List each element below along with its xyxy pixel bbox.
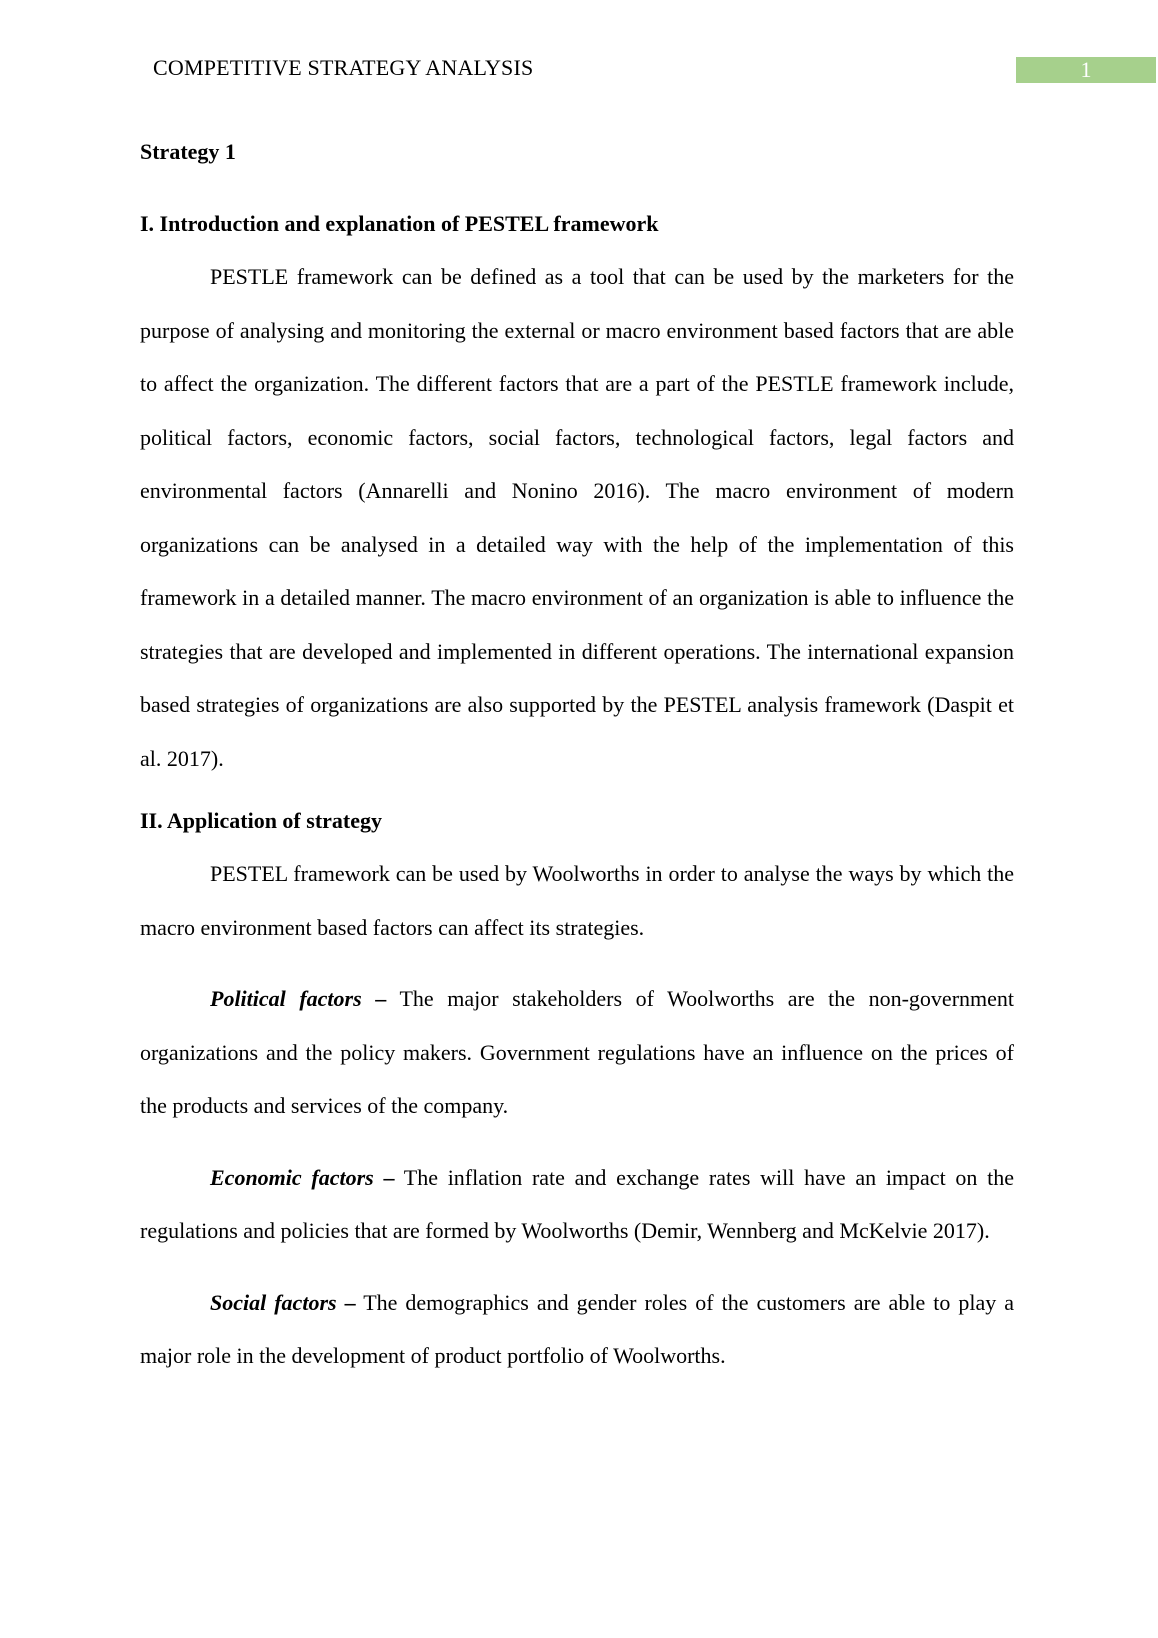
strategy-title: Strategy 1: [140, 139, 236, 164]
social-factors-text: The demographics and gender roles of the customers are able to play a major role in the development of product portfolio of Woolworths.: [140, 1289, 1014, 1368]
political-factors-label: Political factors: [210, 986, 362, 1011]
economic-factors-dash: –: [383, 1164, 395, 1190]
political-factors-text: The major stakeholders of Woolworths are the non-government organizations and the policy makers. Government regulations have an influence on the prices of the products and services of the company.: [140, 986, 1015, 1118]
social-factors-label: Social factors: [210, 1289, 337, 1315]
social-factors-paragraph: [140, 1276, 1014, 1383]
document-body: [140, 134, 1014, 1383]
political-factors-paragraph: [140, 972, 1014, 1133]
section-1-paragraph: PESTLE framework can be defined as a tool that can be used by the marketers for the purpose of analysing and monitoring the external or macro environment based factors that are able to affect the organization. The different factors that are a part of the PESTLE framework include, political factors, economic factors, social factors, technological factors, legal factors and environmental factors (Annarelli and Nonino 2016). The macro environment of modern organizations can be analysed in a detailed way with the help of the implementation of this framework in a detailed manner. The macro environment of an organization is able to influence the strategies that are developed and implemented in different operations. The international expansion based strategies of organizations are also supported by the PESTEL analysis framework (Daspit et al. 2017).: [140, 264, 1014, 771]
political-factors-dash: –: [375, 986, 387, 1011]
section-1-heading: I. Introduction and explanation of PESTEL framework: [140, 211, 659, 236]
social-factors-dash: –: [344, 1289, 356, 1315]
page-number: 1: [1080, 57, 1092, 82]
economic-factors-text: The inflation rate and exchange rates will have an impact on the regulations and policies that are formed by Woolworths (Demir, Wennberg and McKelvie 2017).: [140, 1164, 1014, 1243]
section-2-heading: II. Application of strategy: [140, 808, 382, 833]
page-number-box: [1016, 57, 1156, 83]
economic-factors-label: Economic factors: [210, 1164, 374, 1190]
economic-factors-paragraph: [140, 1151, 1014, 1258]
section-2-paragraph: PESTEL framework can be used by Woolworths in order to analyse the ways by which the macro environment based factors can affect its strategies.: [140, 861, 1014, 940]
running-header: COMPETITIVE STRATEGY ANALYSIS: [153, 55, 534, 80]
